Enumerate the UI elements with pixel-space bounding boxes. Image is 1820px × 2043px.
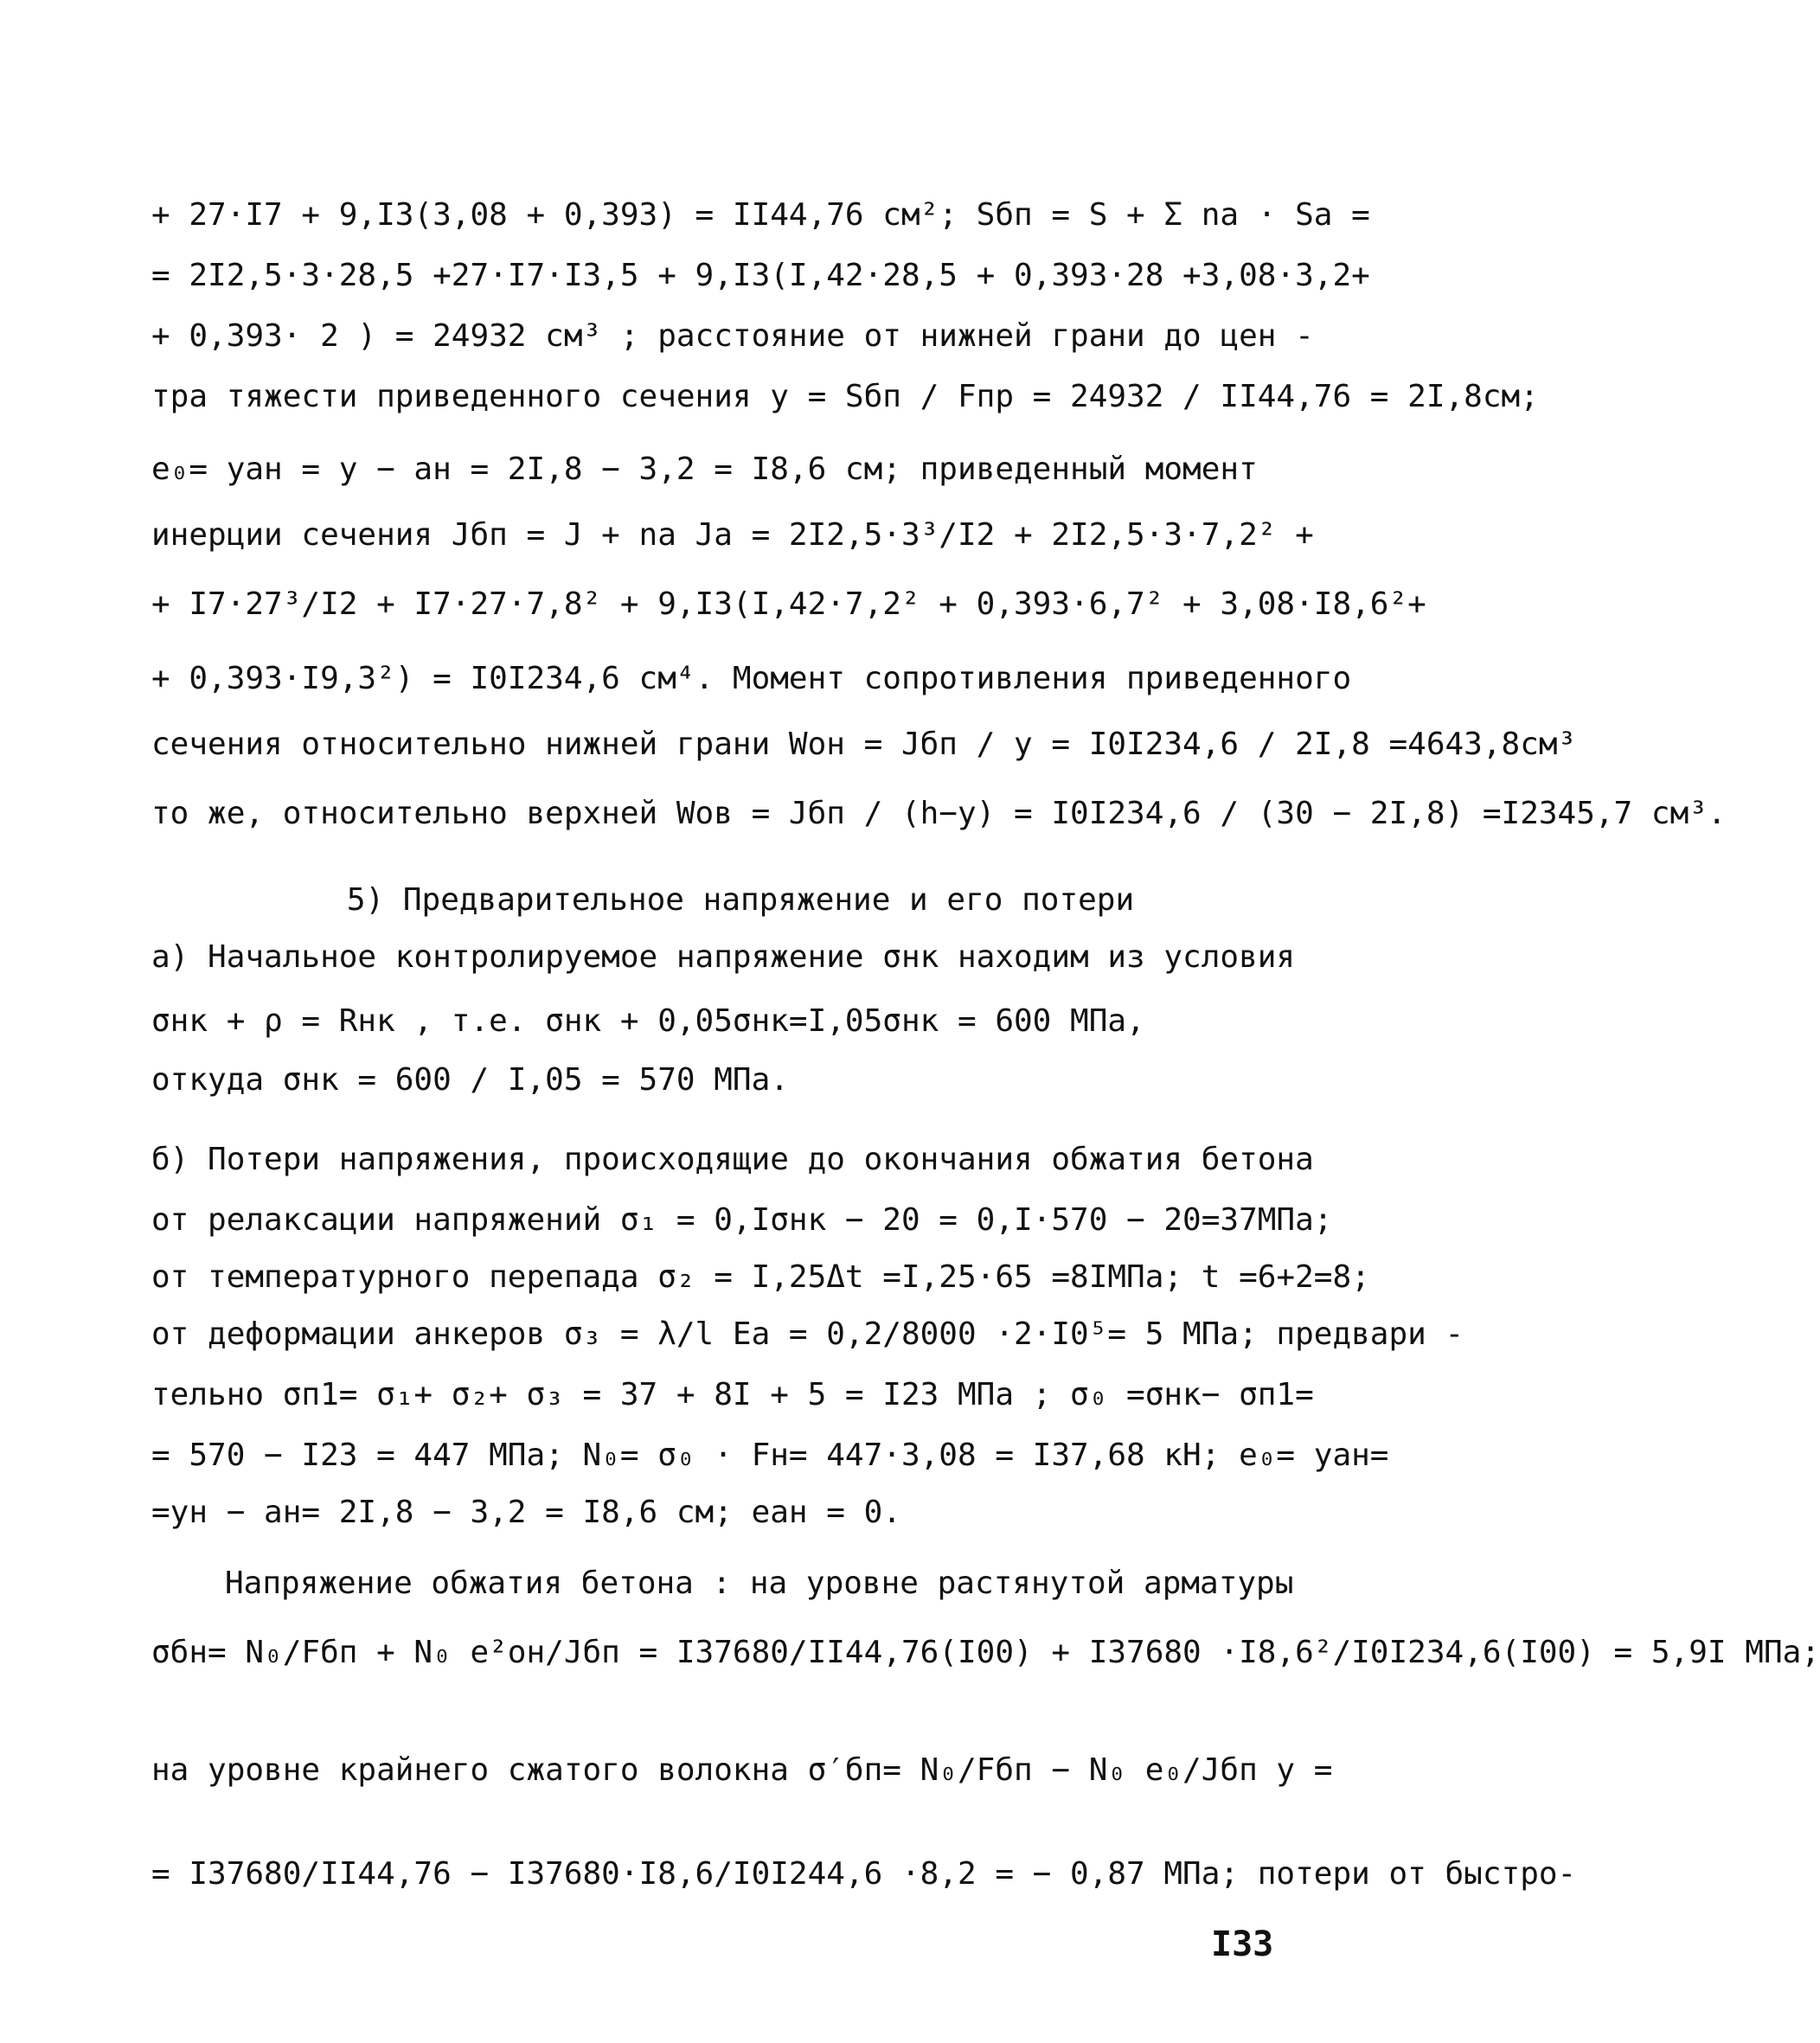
text-line: б) Потери напряжения, происходящие до окончания обжатия бетона [151,1142,1314,1177]
section-heading: 5) Предварительное напряжение и его потери [346,882,1135,918]
text-line: на уровне крайнего сжатого волокна σ′бп= N₀/Fбп − N₀ e₀/Jбп y = [151,1752,1333,1788]
page-number: I33 [1211,1925,1274,1964]
text-line: тра тяжести приведенного сечения y = Sбп / Fпр = 24932 / II44,76 = 2I,8см; [151,379,1539,414]
text-line: откуда σнк = 600 / I,05 = 570 МПа. [151,1062,789,1098]
text-line: + 27·I7 + 9,I3(3,08 + 0,393) = II44,76 см²; Sбп = S + Σ nа · Sа = [151,197,1370,233]
text-line: тельно σп1= σ₁+ σ₂+ σ₃ = 37 + 8I + 5 = I23 МПа ; σ₀ =σнк− σп1= [151,1377,1314,1412]
text-line: = 2I2,5·3·28,5 +27·I7·I3,5 + 9,I3(I,42·28,5 + 0,393·28 +3,08·3,2+ [151,258,1370,293]
text-line: =yн − aн= 2I,8 − 3,2 = I8,6 см; eан = 0. [151,1495,901,1530]
text-line: Напряжение обжатия бетона : на уровне растянутой арматуры [225,1566,1294,1601]
text-line: от релаксации напряжений σ₁ = 0,Iσнк − 20 = 0,I·570 − 20=37МПа; [151,1202,1333,1238]
text-line: + 0,393· 2 ) = 24932 см³ ; расстояние от нижней грани до цен - [151,318,1314,354]
text-line: то же, относительно верхней Wов = Jбп / (h−y) = I0I234,6 / (30 − 2I,8) =I2345,7 см³. [151,796,1727,831]
text-line: = 570 − I23 = 447 МПа; N₀= σ₀ · Fн= 447·3,08 = I37,68 кН; e₀= yан= [151,1438,1389,1473]
text-line: а) Начальное контролируемое напряжение σнк находим из условия [151,939,1296,975]
text-line: + 0,393·I9,3²) = I0I234,6 см⁴. Момент сопротивления приведенного [151,661,1352,696]
text-line: e₀= yан = y − aн = 2I,8 − 3,2 = I8,6 см; приведенный момент [151,452,1258,487]
text-line: от деформации анкеров σ₃ = λ/l Eа = 0,2/8000 ·2·I0⁵= 5 МПа; предвари - [151,1316,1464,1352]
text-line: = I37680/II44,76 − I37680·I8,6/I0I244,6 ·8,2 = − 0,87 МПа; потери от быстро- [151,1856,1577,1892]
text-line: + I7·27³/I2 + I7·27·7,8² + 9,I3(I,42·7,2² + 0,393·6,7² + 3,08·I8,6²+ [151,586,1426,622]
text-line: σнк + ρ = Rнк , т.е. σнк + 0,05σнк=I,05σнк = 600 МПа, [151,1003,1145,1039]
text-line: σбн= N₀/Fбп + N₀ e²он/Jбп = I37680/II44,76(I00) + I37680 ·I8,6²/I0I234,6(I00) = 5,9I МПа; [151,1635,1820,1670]
text-line: инерции сечения Jбп = J + nа Jа = 2I2,5·3³/I2 + 2I2,5·3·7,2² + [151,517,1314,553]
text-line: от температурного перепада σ₂ = I,25Δt =I,25·65 =8IМПа; t =6+2=8; [151,1259,1370,1295]
text-line: сечения относительно нижней грани Wон = Jбп / y = I0I234,6 / 2I,8 =4643,8см³ [151,727,1577,762]
